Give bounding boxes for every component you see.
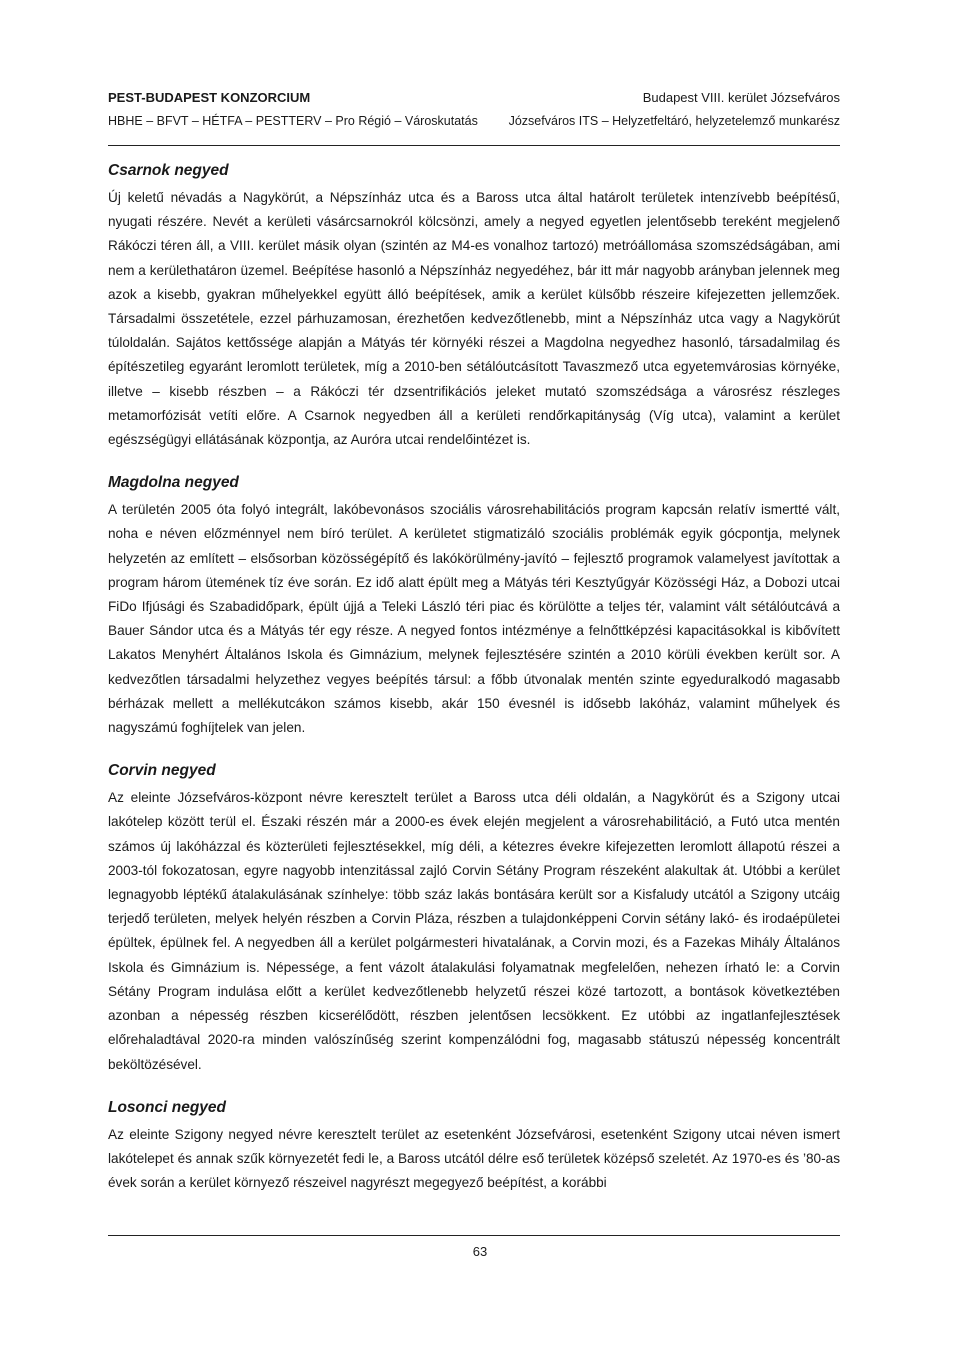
header-divider (108, 145, 840, 146)
section-title-losonci: Losonci negyed (108, 1098, 226, 1116)
page-body (108, 160, 840, 1195)
district-name: Budapest VIII. kerület Józsefváros (642, 90, 840, 105)
section-text-magdolna: A területén 2005 óta folyó integrált, lakóbevonásos szociális városrehabilitációs program kapcsán relatív ismertté vált, noha e néven előzménnyel nem bíró terület. A kerületet stigmatizáló szociális problémák egyik gócpontja, melynek helyzetén az említett – elsősorban közösségépítő és lakókörülmény-javító – fejlesztő programok valamelyest javítottak a program három ütemének tíz éve során. Ez idő alatt épült meg a Mátyás téri Kesztyűgyár Közösségi Ház, a Dobozi utcai FiDo Ifjúsági és Szabadidőpark, épült újjá a Teleki László téri piac és körülötte a teljes tér, valamint vált sétálóutcává a Bauer Sándor utca és a Mátyás tér egy része. A negyed fontos intézménye a felnőttképzési kapacitásokkal is kibővített Lakatos Menyhért Általános Iskola és Gimnázium, melynek fejlesztésére szintén a 2010 körüli években került sor. A kedvezőtlen társadalmi helyzethez vegyes beépítés társul: a főbb útvonalak mentén szinte egyeduralkodó magasabb bérházak mellett a mellékutcákon számos kisebb, akár 150 évesnél is idősebb lakóház, valamint műhelyek és nagyszámú foghíjtelek van jelen. (108, 502, 840, 736)
header-row-top (108, 90, 840, 105)
page-number: 63 (472, 1244, 488, 1259)
header-row-bottom (108, 114, 840, 128)
document-part: Józsefváros ITS – Helyzetfeltáró, helyzetelemző munkarész (508, 114, 840, 128)
section-title-csarnok: Csarnok negyed (108, 162, 229, 179)
section-title-corvin: Corvin negyed (108, 762, 216, 780)
footer-divider (108, 1235, 840, 1236)
section-text-csarnok: Új keletű névadás a Nagykörút, a Népszínház utca és a Baross utca által határolt területek intenzívebb beépítésű, nyugati részére. Nevét a kerületi vásárcsarnokról kölcsönzi, amely a negyed egyetlen jelentősebb tereként megjelenő Rákóczi téren áll, a VIII. kerület másik olyan (szintén az M4-es vonalhoz tartozó) metróállomása szomszédságában, ami nem a kerülethatáron üzemel. Beépítése hasonló a Népszínház negyedéhez, bár itt már nagyobb arányban jelennek meg azok a kisebb, gyakran műhelyekkel együtt álló beépítések, amik a kerület külsőbb részeire kifejezetten jellemzőek. Társadalmi összetétele, ezzel párhuzamosan, érezhetően kedvezőtlenebb, mint a Népszínház utca vagy a Nagykörút túloldalán. Sajátos kettőssége alapján a Mátyás tér környéki részei a Magdolna negyedhez hasonló, társadalmilag és építészetileg egyaránt leromlott területek, míg a 2010-ben sétálóutcásított Tavaszmező utca egyetemvárosias környéke, illetve – kisebb részben – a Rákóczi tér dzsentrifikációs jeleket mutató szomszédsága a városrész részleges metamorfózisát vetíti előre. A Csarnok negyedben áll a kerületi rendőrkapitányság (Víg utca), valamint a kerület egészségügyi ellátásának központja, az Auróra utcai rendelőintézet is. (108, 190, 840, 448)
consortium-name: PEST-BUDAPEST KONZORCIUM (108, 90, 311, 105)
section-text-losonci: Az eleinte Szigony negyed névre keresztelt terület az esetenként Józsefvárosi, esetenként Szigony utcai néven ismert lakótelepet és annak szűk környezetét fedi le, a Baross utcától délre eső területek középső szeletét. Az 1970-es és ’80-as évek során a kerület környező részeivel nagyrészt megegyező beépítést, a korábbi (108, 1126, 840, 1191)
section-text-corvin: Az eleinte Józsefváros-központ névre keresztelt terület a Baross utca déli oldalán, a Nagykörút és a Szigony utcai lakótelep között terül el. Északi részén már a 2000-es évek elején megjelent a városrehabilitáció, a Futó utca mentén számos új lakóházzal és közterületi fejlesztésekkel, míg déli, a kétezres évekre kifejezetten leromlott állapotú részei a 2003-tól fokozatosan, egyre nagyobb intenzitással zajló Corvin Sétány Program részeként alakultak át. Utóbbi a kerület legnagyobb léptékű átalakulásának színhelye: több száz lakás bontására került sor a Kisfaludy utcától a Szigony utcáig terjedő területen, melyek helyén részben a Corvin Pláza, részben a tulajdonképpeni Corvin sétány lakó- és irodaépületei épültek, épülnek fel. A negyedben áll a kerület polgármesteri hivatalának, a Corvin mozi, és a Fazekas Mihály Általános Iskola és Gimnázium is. Népessége, a fent vázolt átalakulási folyamatnak megfelelően, nehezen írható le: a Corvin Sétány Program indulása előtt a kerület kedvezőtlenebb helyzetű részei közé tartozott, a bontások következtében azonban a népesség részben kicserélődött, részben jelentősen lecsökkent. Ez utóbbi az ingatlanfejlesztések előrehaladtával 2020-ra minden valószínűség szerint kompenzálódni fog, magasabb státuszú népesség koncentrált beköltözésével. (108, 790, 840, 1072)
consortium-members: HBHE – BFVT – HÉTFA – PESTTERV – Pro Régió – Városkutatás (108, 114, 478, 128)
page-header (108, 90, 840, 150)
section-title-magdolna: Magdolna negyed (108, 474, 239, 492)
